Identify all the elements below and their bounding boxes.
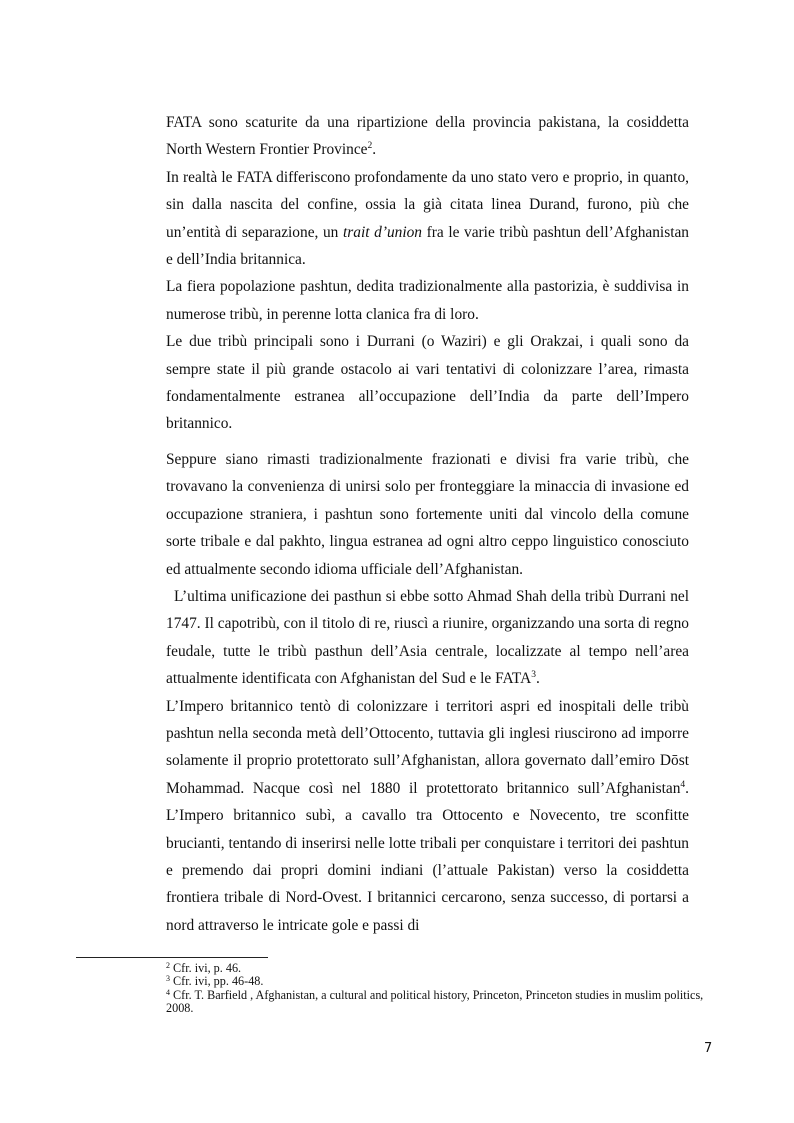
paragraph-text: In realtà le FATA differiscono profondamente da uno stato vero e proprio, in quanto, sin dalla nascita del confine, ossia la già citata linea Durand, furono, più che un’entità di separazione, un	[166, 168, 689, 241]
footnote-number: 2	[166, 961, 170, 970]
footnote-ref-3[interactable]: 3	[531, 670, 536, 681]
italic-term: trait d’union	[343, 223, 423, 241]
footnotes	[166, 962, 726, 1016]
footnote-4	[166, 989, 726, 1016]
paragraph-text: L’Impero britannico tentò di colonizzare i territori aspri ed inospitali delle tribù pashtun nella seconda metà dell’Ottocento, tuttavia gli inglesi riuscirono ad imporre solamente il proprio protettorato sull’Afghanistan, allora governato dall’emiro Dōst Mohammad. Nacque così nel 1880 il protettorato britannico sull’Afghanistan	[166, 697, 689, 797]
paragraph-text: FATA sono scaturite da una ripartizione della provincia pakistana, la cosiddetta North Western Frontier Province	[166, 114, 689, 159]
footnote-text: Cfr. ivi, p. 46.	[170, 961, 242, 975]
paragraph-text: Le due tribù principali sono i Durrani (o Waziri) e gli Orakzai, i quali sono da sempre state il più grande ostacolo ai vari tentativi di colonizzare l’area, rimasta fondamentalmente estranea all’occupazione dell’India da parte dell’Impero britannico.	[166, 333, 689, 433]
footnote-ref-2[interactable]: 2	[367, 141, 373, 152]
paragraph-text: La fiera popolazione pashtun, dedita tradizionalmente alla pastorizia, è suddivisa in numerose tribù, in perenne lotta clanica fra di loro.	[166, 278, 689, 323]
paragraph-text: Seppure siano rimasti tradizionalmente frazionati e divisi fra varie tribù, che trovavano la convenienza di unirsi solo per fronteggiare la minaccia di invasione ed occupazione straniera, i pashtun sono fortemente uniti dal vincolo della comune sorte tribale e dal pakhto, lingua estranea ad ogni altro ceppo linguistico conosciuto ed attualmente secondo idioma ufficiale dell’Afghanistan.	[166, 450, 689, 578]
paragraph-text: fra le varie tribù pashtun dell’Afghanistan e dell’India britannica.	[166, 223, 689, 269]
footnote-text: Cfr. T. Barfield , Afghanistan, a cultural and political history, Princeton, Princeton studies in muslim politics, 2008.	[166, 987, 704, 1016]
footnote-number: 4	[166, 987, 170, 997]
footnote-number: 3	[166, 974, 170, 984]
footnote-text: Cfr. ivi, pp. 46-48.	[170, 974, 264, 989]
paragraph-text: L’ultima unificazione dei pasthun si ebbe sotto Ahmad Shah della tribù Durrani nel 1747. Il capotribù, con il titolo di re, riuscì a riunire, organizzando una sorta di regno feudale, tutte le tribù pasthun dell’Asia centrale, localizzate al tempo nell’area attualmente identificata con Afghanistan del Sud e le FATA	[166, 587, 689, 688]
paragraph-ahmad-shah	[166, 583, 689, 693]
paragraph-fata-origin	[166, 109, 689, 164]
paragraph-fata-differ	[166, 164, 689, 274]
body-text	[166, 109, 689, 939]
paragraph-text: .	[535, 670, 540, 688]
footnote-separator	[76, 957, 268, 958]
footnote-ref-4[interactable]: 4	[680, 779, 686, 790]
footnote-2	[166, 962, 726, 975]
footnote-3	[166, 975, 726, 988]
page-number: 7	[704, 1041, 713, 1056]
paragraph-main-tribes	[166, 328, 689, 438]
paragraph-pashtun-population	[166, 273, 689, 328]
paragraph-text: .	[372, 141, 377, 159]
paragraph-british-empire	[166, 693, 689, 940]
paragraph-text: . L’Impero britannico subì, a cavallo tra Ottocento e Novecento, tre sconfitte brucianti, tentando di inserirsi nelle lotte tribali per conquistare i territori dei pashtun e premendo dai propri domini indiani (l’attuale Pakistan) verso la cosiddetta frontiera tribale di Nord-Ovest. I britannici cercarono, senza successo, di portarsi a nord attraverso le intricate gole e passi di	[166, 779, 689, 934]
paragraph-tribal-unity	[166, 446, 689, 583]
